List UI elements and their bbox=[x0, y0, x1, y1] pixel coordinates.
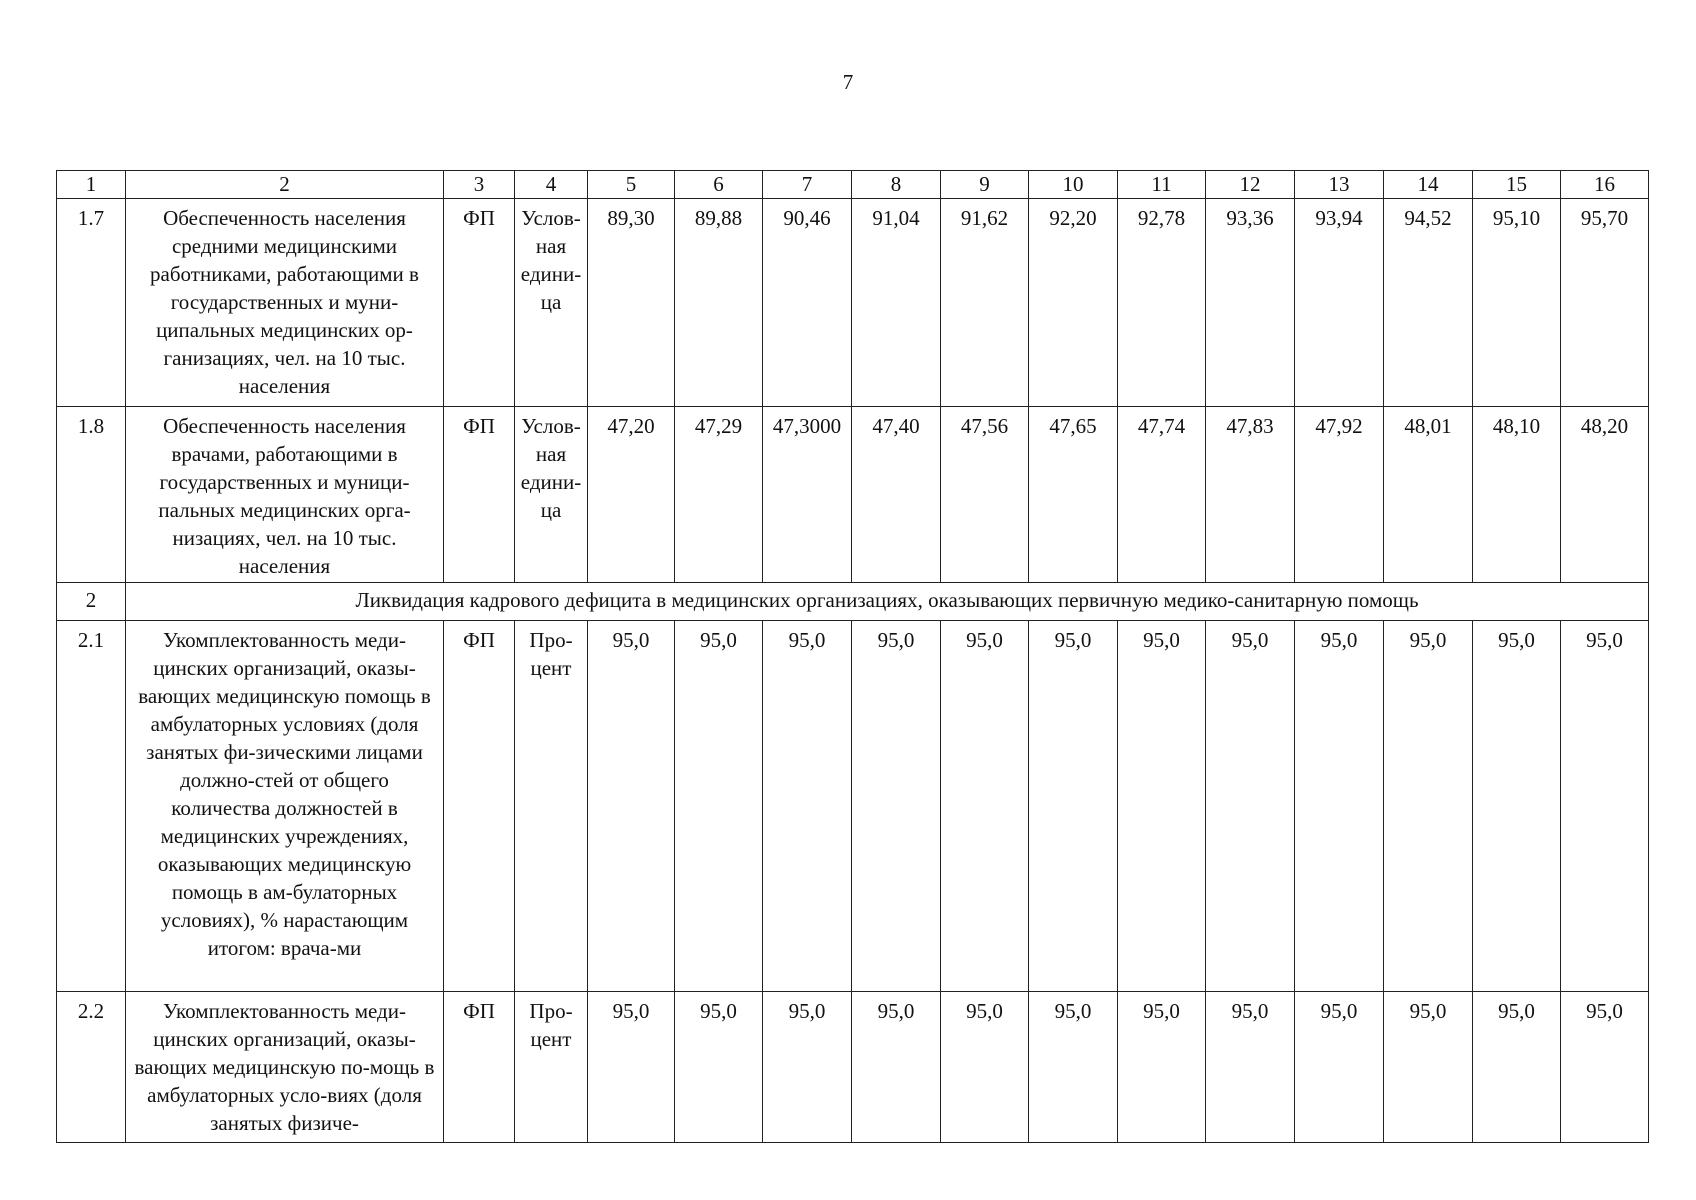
value-cell: 92,78 bbox=[1118, 199, 1206, 407]
column-number: 2 bbox=[126, 171, 444, 199]
value-cell: 95,0 bbox=[1384, 621, 1473, 992]
row-id: 1.8 bbox=[57, 407, 126, 583]
value-cell: 95,0 bbox=[1118, 621, 1206, 992]
value-cell: 94,52 bbox=[1384, 199, 1473, 407]
value-cell: 95,0 bbox=[588, 992, 675, 1143]
value-cell: 95,0 bbox=[1561, 621, 1649, 992]
indicator-description: Обеспеченность населения средними медицинскими работниками, работающими в государственных и муни-ципальных медицинских ор-ганизациях, чел. на 10 тыс. населения bbox=[126, 199, 444, 407]
column-number: 7 bbox=[763, 171, 852, 199]
value-cell: 47,3000 bbox=[763, 407, 852, 583]
value-cell: 95,10 bbox=[1473, 199, 1561, 407]
value-cell: 95,0 bbox=[941, 621, 1029, 992]
value-cell: 95,0 bbox=[852, 621, 941, 992]
value-cell: 95,0 bbox=[675, 992, 763, 1143]
table-row bbox=[57, 407, 1649, 583]
value-cell: 95,0 bbox=[1029, 992, 1118, 1143]
value-cell: 47,83 bbox=[1206, 407, 1295, 583]
value-cell: 47,74 bbox=[1118, 407, 1206, 583]
value-cell: 91,04 bbox=[852, 199, 941, 407]
indicator-description: Обеспеченность населения врачами, работающими в государственных и муници-пальных медицинских орга-низациях, чел. на 10 тыс. населения bbox=[126, 407, 444, 583]
table-row bbox=[57, 621, 1649, 992]
column-number: 13 bbox=[1295, 171, 1384, 199]
indicator-description: Укомплектованность меди-цинских организаций, оказы-вающих медицинскую по-мощь в амбулаторных усло-виях (доля занятых физиче- bbox=[126, 992, 444, 1143]
value-cell: 92,20 bbox=[1029, 199, 1118, 407]
row-id: 2.1 bbox=[57, 621, 126, 992]
value-cell: 95,0 bbox=[763, 621, 852, 992]
indicator-description: Укомплектованность меди-цинских организаций, оказы-вающих медицинскую помощь в амбулаторных условиях (доля занятых фи-зическими лицами должно-стей от общего количества должностей в медицинских учреждениях, оказывающих медицинскую помощь в ам-булаторных условиях), % нарастающим итогом: врача-ми bbox=[126, 621, 444, 992]
value-cell: 95,0 bbox=[852, 992, 941, 1143]
value-cell: 95,0 bbox=[675, 621, 763, 992]
column-number: 14 bbox=[1384, 171, 1473, 199]
table-row bbox=[57, 992, 1649, 1143]
value-cell: 95,0 bbox=[1206, 992, 1295, 1143]
value-cell: 95,0 bbox=[763, 992, 852, 1143]
value-cell: 95,0 bbox=[1118, 992, 1206, 1143]
value-cell: 91,62 bbox=[941, 199, 1029, 407]
value-cell: 95,0 bbox=[941, 992, 1029, 1143]
value-cell: 48,01 bbox=[1384, 407, 1473, 583]
value-cell: 90,46 bbox=[763, 199, 852, 407]
value-cell: 47,29 bbox=[675, 407, 763, 583]
row-id: 1.7 bbox=[57, 199, 126, 407]
row-id: 2.2 bbox=[57, 992, 126, 1143]
value-cell: 48,20 bbox=[1561, 407, 1649, 583]
value-cell: 95,0 bbox=[1561, 992, 1649, 1143]
value-cell: 89,88 bbox=[675, 199, 763, 407]
unit-of-measure: Про-цент bbox=[515, 992, 588, 1143]
column-number: 4 bbox=[515, 171, 588, 199]
unit-of-measure: Про-цент bbox=[515, 621, 588, 992]
value-cell: 93,94 bbox=[1295, 199, 1384, 407]
indicators-table bbox=[56, 170, 1649, 1143]
column-number: 10 bbox=[1029, 171, 1118, 199]
column-number: 5 bbox=[588, 171, 675, 199]
table-row bbox=[57, 199, 1649, 407]
section-row bbox=[57, 583, 1649, 621]
column-number-row bbox=[57, 171, 1649, 199]
column-number: 3 bbox=[444, 171, 515, 199]
section-title: Ликвидация кадрового дефицита в медицинских организациях, оказывающих первичную медико-санитарную помощь bbox=[126, 583, 1649, 621]
value-cell: 47,20 bbox=[588, 407, 675, 583]
value-cell: 95,0 bbox=[1206, 621, 1295, 992]
unit-of-measure: Услов-ная едини-ца bbox=[515, 199, 588, 407]
column-number: 15 bbox=[1473, 171, 1561, 199]
value-cell: 95,0 bbox=[1473, 621, 1561, 992]
source-code: ФП bbox=[444, 199, 515, 407]
value-cell: 93,36 bbox=[1206, 199, 1295, 407]
value-cell: 47,40 bbox=[852, 407, 941, 583]
column-number: 8 bbox=[852, 171, 941, 199]
value-cell: 95,0 bbox=[1029, 621, 1118, 992]
source-code: ФП bbox=[444, 407, 515, 583]
column-number: 9 bbox=[941, 171, 1029, 199]
value-cell: 95,0 bbox=[1473, 992, 1561, 1143]
column-number: 1 bbox=[57, 171, 126, 199]
column-number: 12 bbox=[1206, 171, 1295, 199]
value-cell: 48,10 bbox=[1473, 407, 1561, 583]
section-id: 2 bbox=[57, 583, 126, 621]
value-cell: 95,0 bbox=[1295, 621, 1384, 992]
value-cell: 89,30 bbox=[588, 199, 675, 407]
value-cell: 95,70 bbox=[1561, 199, 1649, 407]
value-cell: 47,92 bbox=[1295, 407, 1384, 583]
value-cell: 47,65 bbox=[1029, 407, 1118, 583]
source-code: ФП bbox=[444, 621, 515, 992]
value-cell: 95,0 bbox=[1384, 992, 1473, 1143]
column-number: 16 bbox=[1561, 171, 1649, 199]
value-cell: 47,56 bbox=[941, 407, 1029, 583]
value-cell: 95,0 bbox=[1295, 992, 1384, 1143]
unit-of-measure: Услов-ная едини-ца bbox=[515, 407, 588, 583]
page-number: 7 bbox=[842, 70, 854, 94]
source-code: ФП bbox=[444, 992, 515, 1143]
value-cell: 95,0 bbox=[588, 621, 675, 992]
column-number: 11 bbox=[1118, 171, 1206, 199]
column-number: 6 bbox=[675, 171, 763, 199]
